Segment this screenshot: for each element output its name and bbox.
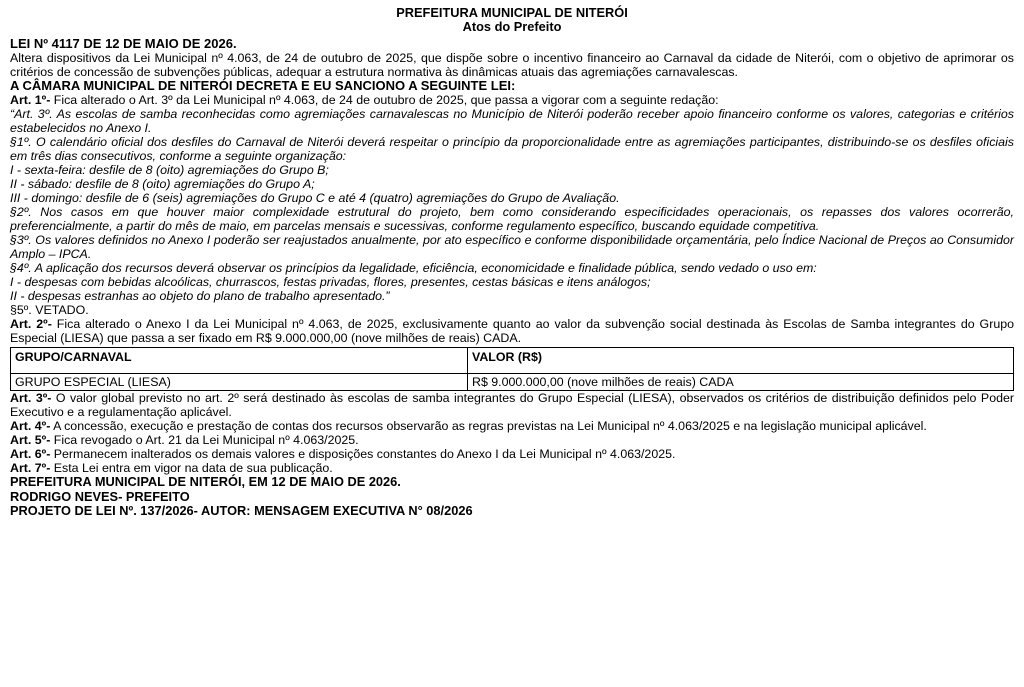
article-3-label: Art. 3º- [10,391,52,405]
article-4 [10,419,1014,433]
paragraph-5-vetado: §5º. VETADO. [10,303,89,317]
article-1 [10,93,1014,107]
article-5-text: Fica revogado o Art. 21 da Lei Municipal nº 4.063/2025. [50,433,359,447]
quoted-paragraph-3: §3º. Os valores definidos no Anexo I poderão ser reajustados anualmente, por ato específico e conforme disponibilidade orçamentária, pelo Índice Nacional de Preços ao Consumidor Amplo – IPCA. [10,233,1014,261]
quoted-paragraph-2: §2º. Nos casos em que houver maior complexidade estrutural do projeto, bem como considerando especificidades operacionais, os repasses dos valores ocorrerão, preferencialmente, a partir do mês de maio, em parcelas mensais e sucessivas, conforme regulamento específico, buscando equidade competitiva. [10,205,1014,233]
table-cell-group: GRUPO ESPECIAL (LIESA) [11,374,468,391]
article-5 [10,433,1014,447]
footer-bill-reference: PROJETO DE LEI Nº. 137/2026- AUTOR: MENSAGEM EXECUTIVA N° 08/2026 [10,503,473,518]
article-3 [10,391,1014,419]
article-3-text: O valor global previsto no art. 2º será destinado às escolas de samba integrantes do Grupo Especial (LIESA), observados os critérios de distribuição definidos pelo Poder Executivo e a regulamentação aplicável. [10,391,1014,419]
article-7-label: Art. 7º- [10,461,51,475]
quoted-paragraph-1: §1º. O calendário oficial dos desfiles do Carnaval de Niterói deverá respeitar o princípio da proporcionalidade entre as agremiações participantes, distribuindo-se os desfiles oficiais em três dias consecutivos, conforme a seguinte organização: [10,135,1014,163]
article-4-label: Art. 4º- [10,419,51,433]
article-6 [10,447,1014,461]
law-title: LEI Nº 4117 DE 12 DE MAIO DE 2026. [10,36,237,51]
article-5-label: Art. 5º- [10,433,51,447]
article-4-text: A concessão, execução e prestação de contas dos recursos observarão as regras previstas na Lei Municipal nº 4.063/2025 e na legislação municipal aplicável. [50,419,927,433]
quoted-item-2: II - sábado: desfile de 8 (oito) agremiações do Grupo A; [10,177,315,191]
header-section: Atos do Prefeito [462,19,562,34]
footer-signature: RODRIGO NEVES- PREFEITO [10,488,190,504]
values-table [10,347,1014,391]
table-row [11,374,1014,391]
article-2-text: Fica alterado o Anexo I da Lei Municipal nº 4.063, de 2025, exclusivamente quanto ao valor da subvenção social destinada às Escolas de Samba integrantes do Grupo Especial (LIESA) que passa a ser fixado em R$ 9.000.000,00 (nove milhões de reais) CADA. [10,317,1014,345]
article-6-text: Permanecem inalterados os demais valores e disposições constantes do Anexo I da Lei Municipal nº 4.063/2025. [50,447,676,461]
footer-place-date: PREFEITURA MUNICIPAL DE NITERÓI, EM 12 DE MAIO DE 2026. [10,474,401,489]
table-header-row [11,348,1014,374]
article-7-text: Esta Lei entra em vigor na data de sua publicação. [50,461,333,475]
quoted-paragraph-4: §4º. A aplicação dos recursos deverá observar os princípios da legalidade, eficiência, economicidade e finalidade pública, sendo vedado o uso em: [10,261,817,275]
table-header-group: GRUPO/CARNAVAL [11,348,468,374]
table-header-value: VALOR (R$) [468,348,1014,374]
article-1-text: Fica alterado o Art. 3º da Lei Municipal nº 4.063, de 24 de outubro de 2025, que passa a vigorar com a seguinte redação: [50,93,719,107]
header-org: PREFEITURA MUNICIPAL DE NITERÓI [396,5,628,20]
decree-line: A CÂMARA MUNICIPAL DE NITERÓI DECRETA E EU SANCIONO A SEGUINTE LEI: [10,78,516,93]
table-cell-value: R$ 9.000.000,00 (nove milhões de reais) CADA [468,374,1014,391]
ementa: Altera dispositivos da Lei Municipal nº 4.063, de 24 de outubro de 2025, que dispõe sobre o incentivo financeiro ao Carnaval da cidade de Niterói, com o objetivo de aprimorar os critérios de concessão de subvenções públicas, adequar a estrutura normativa às dinâmicas atuais das agremiações carnavalescas. [10,51,1014,79]
article-2-label: Art. 2º- [10,317,52,331]
article-1-label: Art. 1º- [10,93,51,107]
quoted-paragraph-4-item-1: I - despesas com bebidas alcoólicas, churrascos, festas privadas, flores, presentes, cestas básicas e itens análogos; [10,275,651,289]
quoted-paragraph-4-item-2: II - despesas estranhas ao objeto do plano de trabalho apresentado.” [10,289,390,303]
article-7 [10,461,1014,475]
quoted-item-3: III - domingo: desfile de 6 (seis) agremiações do Grupo C e até 4 (quatro) agremiações do Grupo de Avaliação. [10,191,620,205]
quoted-item-1: I - sexta-feira: desfile de 8 (oito) agremiações do Grupo B; [10,163,329,177]
article-2 [10,317,1014,345]
quoted-caput: “Art. 3º. As escolas de samba reconhecidas como agremiações carnavalescas no Município de Niterói poderão receber apoio financeiro conforme os valores, categorias e critérios estabelecidos no Anexo I. [10,107,1014,135]
article-6-label: Art. 6º- [10,447,51,461]
